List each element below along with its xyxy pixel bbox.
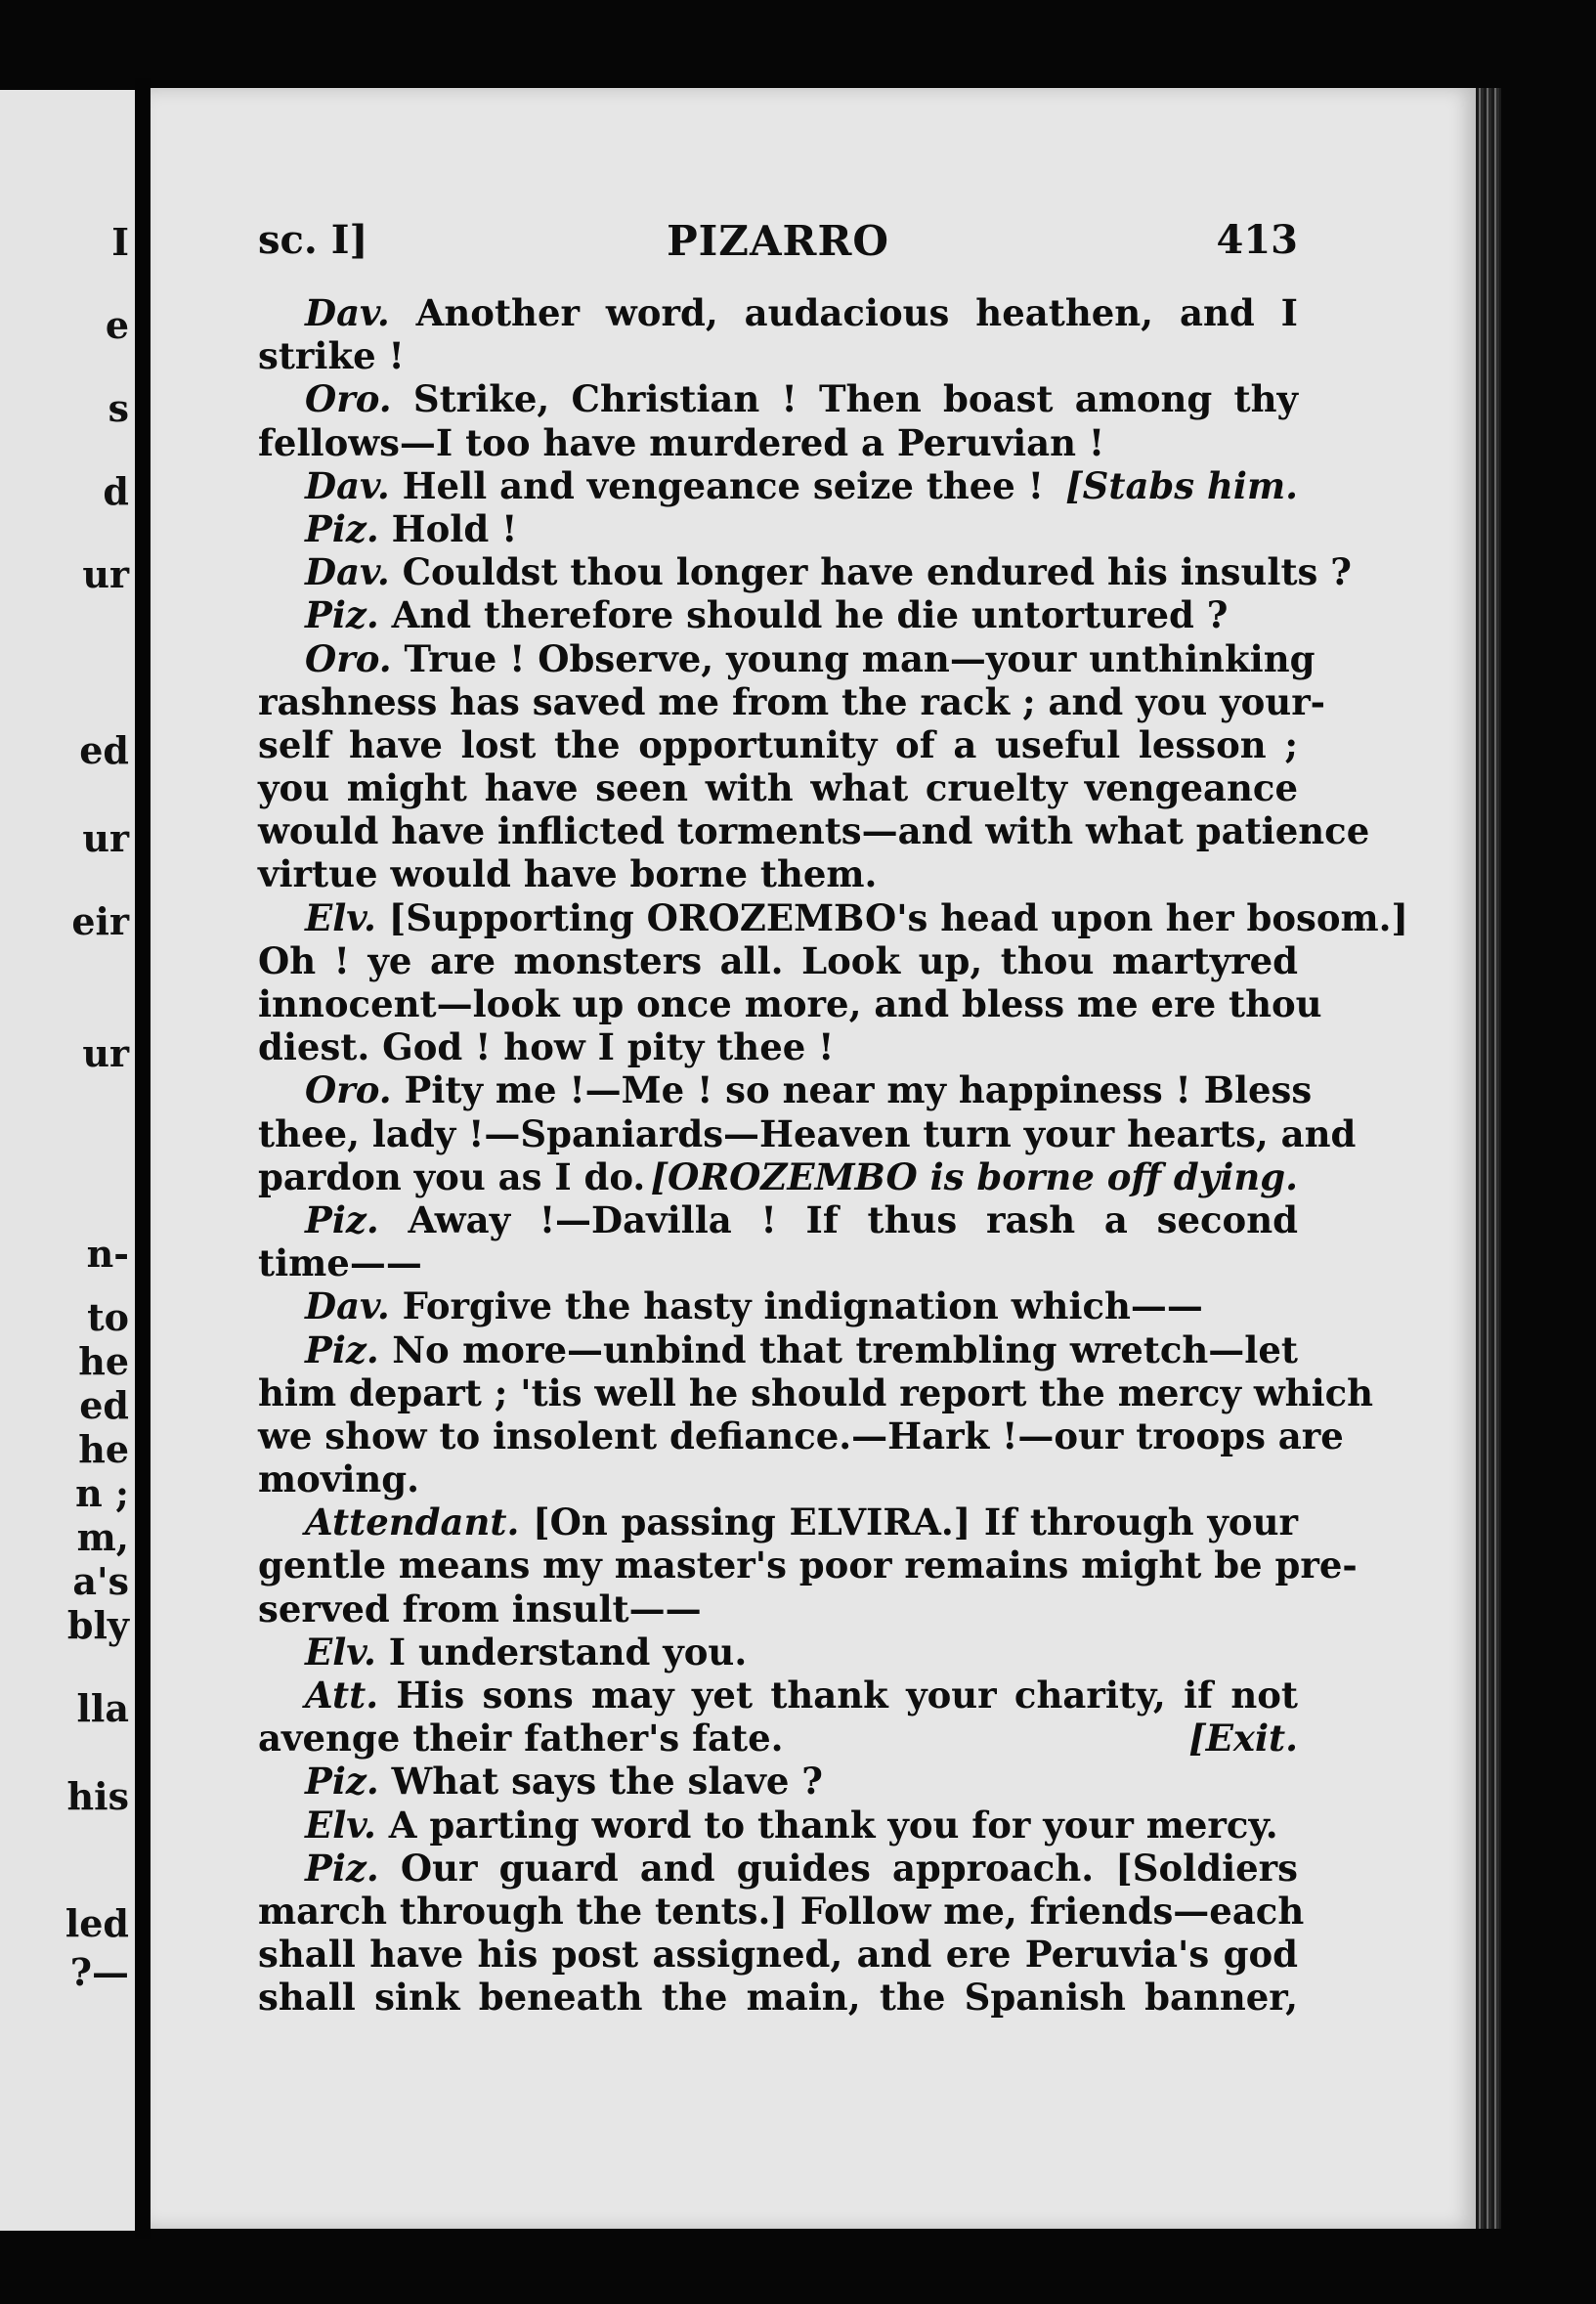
line-text: self have lost the opportunity of a useful lesson ; <box>258 722 1298 766</box>
left-facing-page <box>0 90 135 2231</box>
text-line <box>258 1241 1298 1284</box>
line-text: thee, lady !—Spaniards—Heaven turn your hearts, and <box>258 1111 1357 1155</box>
text-line <box>258 1717 1298 1760</box>
text-line <box>258 507 1298 550</box>
line-text: rashness has saved me from the rack ; and you your- <box>258 679 1326 723</box>
text-line <box>258 1804 1298 1847</box>
text-line <box>258 809 1370 853</box>
text-line <box>258 982 1322 1025</box>
line-text: And therefore should he die untortured ? <box>378 593 1229 637</box>
left-page-fragment: m, <box>76 1515 129 1559</box>
line-text: Our guard and guides approach. [Soldiers <box>378 1846 1298 1890</box>
left-page-fragment: e <box>105 303 129 347</box>
stage-direction: [Exit. <box>1188 1717 1298 1761</box>
line-text: His sons may yet thank your charity, if not <box>378 1674 1298 1717</box>
line-text: Forgive the hasty indignation which—— <box>389 1284 1203 1328</box>
text-line <box>258 1976 1298 2019</box>
left-page-fragment: ur <box>82 816 129 860</box>
text-line <box>258 1328 1298 1371</box>
left-page-fragment: lla <box>76 1686 129 1730</box>
speaker-name: Dav. <box>305 1284 390 1328</box>
text-line <box>258 723 1298 766</box>
line-text: pardon you as I do. <box>258 1154 646 1198</box>
line-text: [On passing ELVIRA.] If through your <box>519 1500 1298 1544</box>
text-line <box>258 334 1298 377</box>
line-text: Oh ! ye are monsters all. Look up, thou martyred <box>258 938 1298 982</box>
text-line <box>258 1847 1298 1890</box>
speaker-name: Elv. <box>305 895 376 939</box>
book-gutter <box>135 78 151 2239</box>
left-page-fragment: n- <box>86 1232 129 1276</box>
speaker-name: Att. <box>305 1674 379 1717</box>
line-text: virtue would have borne them. <box>258 852 878 896</box>
speaker-name: Dav. <box>305 550 390 594</box>
speaker-name: Dav. <box>305 463 390 507</box>
line-text: moving. <box>258 1457 420 1501</box>
speaker-name: Piz. <box>305 1197 379 1241</box>
left-page-fragment: he <box>78 1339 129 1383</box>
line-text: we show to insolent defiance.—Hark !—our troops are <box>258 1413 1344 1457</box>
text-line <box>258 377 1298 420</box>
text-line <box>258 1370 1374 1414</box>
page-title: PIZARRO <box>667 217 889 265</box>
left-page-fragment: bly <box>66 1603 129 1647</box>
text-line <box>258 1457 1298 1500</box>
left-page-fragment: a's <box>72 1559 129 1603</box>
left-page-fragment: eir <box>71 899 129 943</box>
text-line <box>258 1587 1298 1630</box>
line-text: avenge their father's fate. <box>258 1717 784 1761</box>
left-page-fragment: he <box>78 1427 129 1471</box>
line-text: diest. God ! how I pity thee ! <box>258 1025 835 1069</box>
left-page-fragment: ur <box>82 552 129 596</box>
text-line <box>258 636 1316 680</box>
speaker-name: Oro. <box>305 636 392 680</box>
speaker-name: Oro. <box>305 1068 392 1112</box>
line-text: fellows—I too have murdered a Peruvian ! <box>258 420 1105 464</box>
text-line <box>258 679 1326 723</box>
line-text: gentle means my master's poor remains might be pre- <box>258 1543 1358 1587</box>
text-line <box>258 939 1298 982</box>
line-text: Strike, Christian ! Then boast among thy <box>391 377 1298 421</box>
speaker-name: Piz. <box>305 1327 379 1371</box>
stage-direction: [OROZEMBO is borne off dying. <box>650 1154 1298 1198</box>
line-text: [Supporting OROZEMBO's head upon her bosom.] <box>375 895 1409 939</box>
line-text: I understand you. <box>375 1630 748 1674</box>
text-line <box>258 1198 1298 1241</box>
line-text: Pity me !—Me ! so near my happiness ! Bless <box>391 1068 1313 1112</box>
line-text: you might have seen with what cruelty vengeance <box>258 766 1298 810</box>
text-line <box>258 1630 1298 1674</box>
line-text: Away !—Davilla ! If thus rash a second <box>378 1197 1298 1241</box>
text-line <box>258 1760 1298 1803</box>
text-line <box>258 1674 1298 1717</box>
text-line <box>258 593 1298 636</box>
text-line <box>258 464 1298 507</box>
line-text: shall sink beneath the main, the Spanish banner, <box>258 1976 1298 2020</box>
left-page-fragment: ed <box>79 1383 129 1427</box>
speaker-name: Dav. <box>305 291 390 334</box>
left-page-fragment: I <box>111 220 129 264</box>
left-page-fragment: led <box>65 1901 129 1945</box>
line-text: What says the slave ? <box>378 1760 823 1804</box>
line-text: would have inflicted torments—and with what patience <box>258 809 1370 853</box>
left-page-fragment: ed <box>79 728 129 772</box>
line-text: No more—unbind that trembling wretch—let <box>378 1327 1298 1371</box>
text-line <box>258 1025 1298 1068</box>
line-text: Hell and vengeance seize thee ! <box>389 463 1044 507</box>
text-line <box>258 895 1409 939</box>
speaker-name: Elv. <box>305 1630 376 1674</box>
stage-direction: [Stabs him. <box>1065 463 1298 507</box>
scene-label: sc. I] <box>258 217 368 263</box>
play-text <box>258 291 1409 2020</box>
line-text: innocent—look up once more, and bless me ere thou <box>258 982 1322 1025</box>
text-line <box>258 1500 1298 1543</box>
left-page-fragment: d <box>103 469 129 513</box>
left-page-fragment: n ; <box>75 1471 129 1515</box>
left-page-fragment: s <box>108 386 129 430</box>
left-page-fragment: his <box>66 1774 129 1818</box>
text-line <box>258 1284 1298 1327</box>
text-line <box>258 1543 1358 1587</box>
text-line <box>258 1155 1298 1198</box>
line-text: Hold ! <box>378 506 518 550</box>
text-line <box>258 1889 1305 1933</box>
speaker-name: Piz. <box>305 593 379 637</box>
text-line <box>258 1933 1298 1976</box>
left-page-fragment: to <box>87 1295 129 1339</box>
left-page-fragment: ?— <box>69 1950 129 1994</box>
line-text: shall have his post assigned, and ere Peruvia's god <box>258 1933 1298 1977</box>
speaker-name: Piz. <box>305 1846 379 1890</box>
line-text: A parting word to thank you for your mercy. <box>375 1803 1278 1847</box>
text-line <box>258 1111 1357 1155</box>
left-page-fragment: ur <box>82 1031 129 1075</box>
speaker-name: Attendant. <box>305 1500 520 1544</box>
running-header <box>258 217 1298 276</box>
text-line <box>258 852 1298 895</box>
line-text: Couldst thou longer have endured his insults ? <box>389 550 1352 594</box>
page-number: 413 <box>1216 217 1298 263</box>
page-edge <box>1476 88 1501 2229</box>
speaker-name: Oro. <box>305 377 392 421</box>
line-text: True ! Observe, young man—your unthinking <box>391 636 1316 680</box>
line-text: him depart ; 'tis well he should report the mercy which <box>258 1370 1374 1414</box>
line-text: march through the tents.] Follow me, friends—each <box>258 1889 1305 1933</box>
text-line <box>258 291 1298 334</box>
speaker-name: Piz. <box>305 506 379 550</box>
text-line <box>258 1413 1344 1457</box>
text-line <box>258 766 1298 809</box>
text-line <box>258 421 1298 464</box>
line-text: time—— <box>258 1241 422 1285</box>
text-line <box>258 1068 1313 1112</box>
line-text: strike ! <box>258 334 405 378</box>
text-line <box>258 550 1352 594</box>
speaker-name: Piz. <box>305 1760 379 1804</box>
speaker-name: Elv. <box>305 1803 376 1847</box>
line-text: Another word, audacious heathen, and I <box>389 291 1298 334</box>
line-text: served from insult—— <box>258 1587 702 1630</box>
